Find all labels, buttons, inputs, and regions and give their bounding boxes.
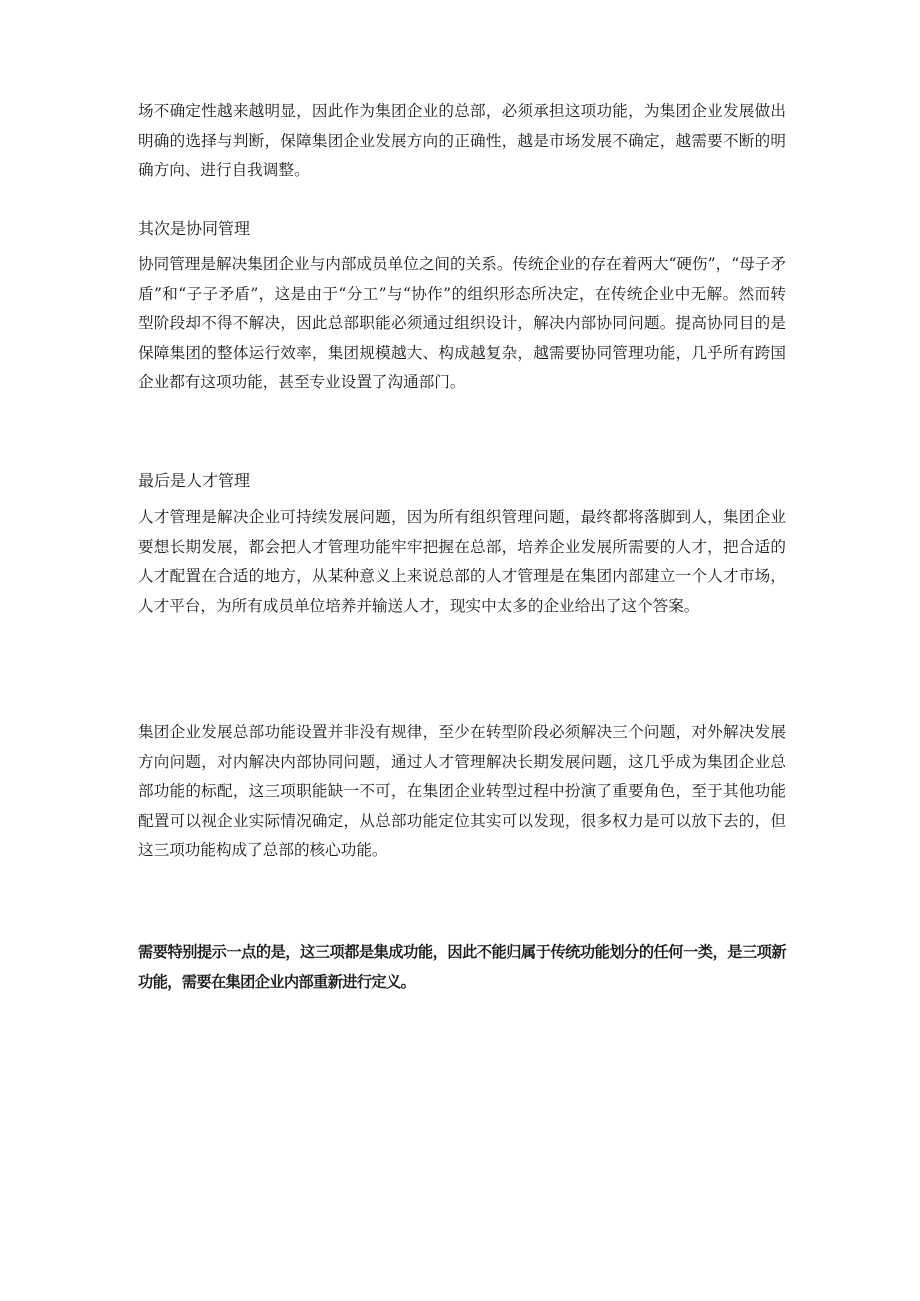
paragraph-text: 需要特别提示一点的是，这三项都是集成功能，因此不能归属于传统功能划分的任何一类，是三项新功能，需要在集团企业内部重新进行定义。 [138,943,786,991]
section-heading: 其次是协同管理 [138,219,251,238]
heading-coordination [138,214,786,244]
paragraph-talent [138,503,786,621]
paragraph-text: 集团企业发展总部功能设置并非没有规律，至少在转型阶段必须解决三个问题，对外解决发展方向问题，对内解决内部协同问题，通过人才管理解决长期发展问题，这几乎成为集团企业总部功能的标配，这三项职能缺一不可，在集团企业转型过程中扮演了重要角色，至于其他功能配置可以视企业实际情况确定，从总部功能定位其实可以发现，很多权力是可以放下去的，但这三项功能构成了总部的核心功能。 [138,723,786,859]
paragraph-direction-summary [138,97,786,186]
paragraph-note [138,937,786,997]
heading-talent [138,466,786,496]
paragraph-text: 场不确定性越来越明显，因此作为集团企业的总部，必须承担这项功能，为集团企业发展做出明确的选择与判断，保障集团企业发展方向的正确性，越是市场发展不确定，越需要不断的明确方向、进行自我调整。 [138,102,786,179]
section-heading: 最后是人才管理 [138,471,251,490]
paragraph-coordination [138,250,786,398]
paragraph-text: 协同管理是解决集团企业与内部成员单位之间的关系。传统企业的存在着两大“硬伤”，“母子矛盾”和“子子矛盾”，这是由于“分工”与“协作”的组织形态所决定，在传统企业中无解。然而转型阶段却不得不解决，因此总部职能必须通过组织设计，解决内部协同问题。提高协同目的是保障集团的整体运行效率，集团规模越大、构成越复杂，越需要协同管理功能，几乎所有跨国企业都有这项功能，甚至专业设置了沟通部门。 [138,255,786,391]
paragraph-conclusion [138,718,786,866]
paragraph-text: 人才管理是解决企业可持续发展问题，因为所有组织管理问题，最终都将落脚到人，集团企业要想长期发展，都会把人才管理功能牢牢把握在总部，培养企业发展所需要的人才，把合适的人才配置在合适的地方，从某种意义上来说总部的人才管理是在集团内部建立一个人才市场，人才平台，为所有成员单位培养并输送人才，现实中太多的企业给出了这个答案。 [138,508,786,615]
